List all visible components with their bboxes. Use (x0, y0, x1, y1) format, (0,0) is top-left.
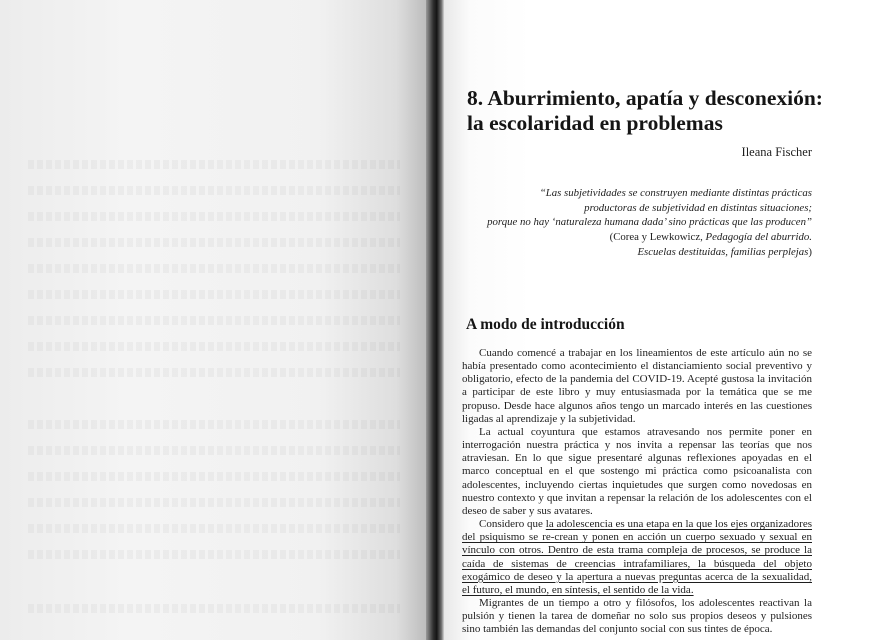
section-heading: A modo de introducción (466, 316, 625, 333)
paragraph-3 (462, 518, 812, 597)
epigraph-line-3: porque no hay ‘naturaleza humana dada’ sino prácticas que las producen” (487, 216, 812, 229)
bleed-through-line (28, 550, 400, 559)
bleed-through-line (28, 238, 400, 247)
bleed-through-line (28, 498, 400, 507)
epigraph-line-1: “Las subjetividades se construyen mediante distintas prácticas (539, 187, 812, 199)
bleed-through-line (28, 290, 400, 299)
citation-book-title: Pedagogía del aburrido. (705, 231, 812, 244)
bleed-through-line (28, 264, 400, 273)
bleed-through-line (28, 604, 400, 613)
epigraph-line-2: productoras de subjetividad en distintas situaciones; (584, 201, 812, 214)
bleed-through-line (28, 186, 400, 195)
bleed-through-line (28, 342, 400, 351)
bleed-through-line (28, 316, 400, 325)
paragraph-1: Cuando comencé a trabajar en los lineamientos de este artículo aún no se había presentado como acontecimiento el distanciamiento social preventivo y obligatorio, efecto de la pandemia del COVID-19. Acepté gustosa la invitación a participar de este libro y muy entusiasmada por la temática que se me propuso. Desde hace algunos años tengo un marcado interés en las cuestiones ligadas al aprendizaje y la subjetividad. (462, 347, 812, 425)
paragraph-3-start: Considero que (479, 518, 543, 531)
epigraph-citation-line-2 (480, 245, 812, 260)
chapter-title-line2: la escolaridad en problemas (467, 111, 723, 135)
bleed-through-line (28, 524, 400, 533)
citation-book-subtitle: Escuelas destituidas, familias perplejas (637, 245, 809, 258)
body-text (462, 347, 812, 636)
chapter-title (467, 86, 847, 136)
paragraph-3-underlined: la adolescencia es una etapa en la que los ejes organizadores del psiquismo se re-crean y ponen en acción un cuerpo sexuado y sexual en vínculo con otros. Dentro de esta trama compleja de procesos, se produce la caída de sistemas de creencias intrafamiliares, la búsqueda del objeto exogámico de deseo y la apertura a nuevas preguntas acerca de la sexualidad, el futuro, el mundo, en síntesis, el sentido de la vida. (462, 518, 813, 596)
bleed-through-line (28, 446, 400, 455)
citation-authors: (Corea y Lewkowicz, (609, 231, 703, 244)
book-gutter (426, 0, 444, 640)
epigraph (480, 186, 812, 260)
bleed-through-line (28, 212, 400, 221)
bleed-through-line (28, 160, 400, 169)
left-page (0, 0, 426, 640)
epigraph-citation-line-1 (480, 230, 812, 245)
citation-close: ) (808, 245, 812, 258)
paragraph-4: Migrantes de un tiempo a otro y filósofos, los adolescentes reactivan la pulsión y tienen la tarea de domeñar no solo sus propios deseos y pulsiones sino también las demandas del conjunto social con sus tintes de época. (462, 596, 812, 636)
chapter-author: Ileana Fischer (741, 145, 812, 159)
bleed-through-line (28, 472, 400, 481)
paragraph-2: La actual coyuntura que estamos atravesando nos permite poner en interrogación nuestra práctica y nos invita a repensar las teorías que nos atraviesan. En lo que sigue presentaré algunas reflexiones apoyadas en el marco conceptual en el que sostengo mi práctica como psicoanalista con adolescentes, incluyendo ciertas inquietudes que surgen como novedosas en nuestro contexto y que invitan a repensar la relación de los adolescentes con el deseo de saber y sus avatares. (462, 425, 812, 517)
bleed-through-line (28, 420, 400, 429)
bleed-through-line (28, 368, 400, 377)
chapter-title-line1: 8. Aburrimiento, apatía y desconexión: (467, 86, 823, 110)
